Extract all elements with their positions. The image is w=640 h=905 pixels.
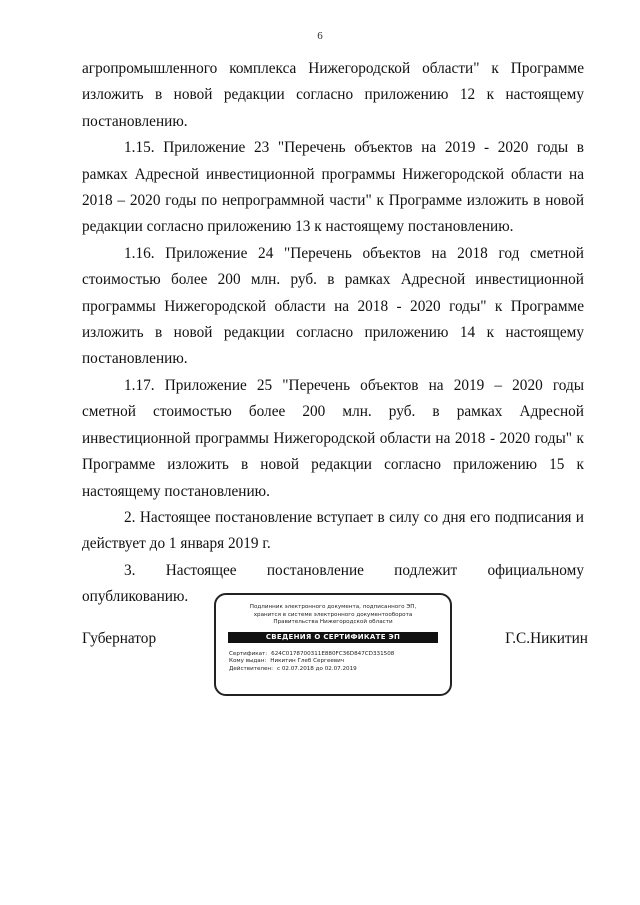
certificate-serial-value: 624C0178700311E880FC36D847CD331508: [271, 650, 395, 657]
paragraph-continuation: агропромышленного комплекса Нижегородской области" к Программе изложить в новой редакции согласно приложению 12 к настоящему постановлению.: [82, 60, 584, 130]
paragraph-item-2: 2. Настоящее постановление вступает в силу со дня его подписания и действует до 1 января 2019 г.: [82, 508, 584, 553]
signature-block: [82, 593, 588, 699]
paragraph-item-3: 3. Настоящее постановление подлежит официальному опубликованию.: [82, 561, 584, 606]
signer-title: Губернатор: [82, 630, 157, 647]
certificate-header: СВЕДЕНИЯ О СЕРТИФИКАТЕ ЭП: [228, 632, 438, 643]
certificate-validity-row: [229, 666, 437, 673]
certificate-note-line: Подлинник электронного документа, подписанного ЭП,: [249, 604, 417, 610]
signer-name: Г.С.Никитин: [505, 630, 588, 647]
certificate-note-line: Правительства Нижегородской области: [273, 619, 393, 626]
certificate-owner-row: [229, 658, 437, 665]
paragraph-item-1-15: 1.15. Приложение 23 "Перечень объектов на 2019 - 2020 годы в рамках Адресной инвестиционной программы Нижегородской области на 2018 – 2020 годы по непрограммной части" к Программе изложить в новой редакции согласно приложению 13 к настоящему постановлению.: [82, 139, 584, 236]
certificate-stamp: [214, 593, 452, 696]
certificate-serial-row: [229, 651, 437, 658]
page-number: 6: [317, 30, 323, 42]
certificate-note-line: хранится в системе электронного документооборота: [253, 611, 413, 618]
certificate-validity-label: Действителен:: [229, 665, 273, 672]
certificate-owner-value: Никитин Глеб Сергеевич: [270, 658, 345, 665]
certificate-note: [224, 604, 442, 627]
paragraph-item-1-17: 1.17. Приложение 25 "Перечень объектов на 2019 – 2020 годы сметной стоимостью более 200 млн. руб. в рамках Адресной инвестиционной программы Нижегородской области на 2018 - 2020 годы" к Программе изложить в новой редакции согласно приложению 15 к настоящему постановлению.: [82, 376, 584, 500]
certificate-owner-label: Кому выдан:: [229, 658, 267, 665]
certificate-validity-value: с 02.07.2018 до 02.07.2019: [276, 665, 357, 672]
document-body: [82, 56, 584, 611]
paragraph-item-1-16: 1.16. Приложение 24 "Перечень объектов на 2018 год сметной стоимостью более 200 млн. руб. в рамках Адресной инвестиционной программы Нижегородской области на 2018 - 2020 годы" к Программе изложить в новой редакции согласно приложению 14 к настоящему постановлению.: [82, 244, 584, 368]
certificate-details: [229, 651, 437, 673]
certificate-serial-label: Сертификат:: [229, 650, 268, 657]
